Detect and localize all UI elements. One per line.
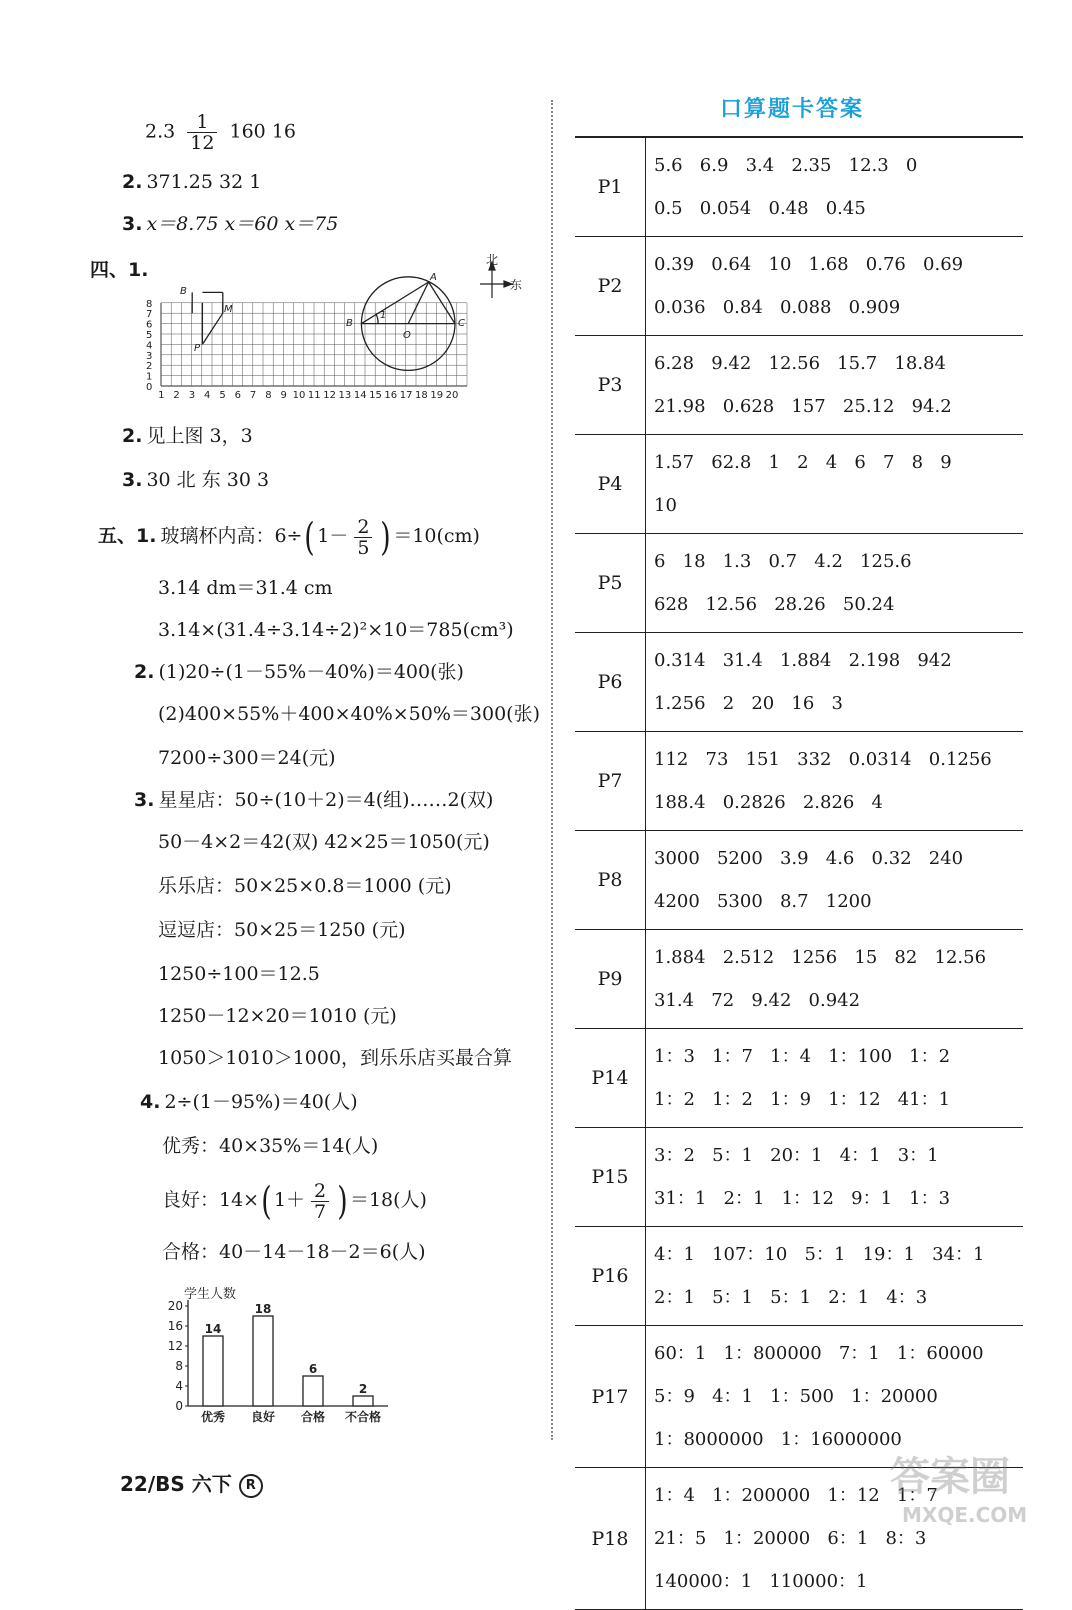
answer-line: 31.4 72 9.42 0.942 [654, 990, 861, 1011]
table-row [575, 732, 1023, 831]
answers-cell [646, 1128, 1023, 1226]
y-tick-label: 8 [175, 1359, 183, 1373]
svg-text:1: 1 [380, 310, 387, 321]
grid-y-tick: 6 [146, 319, 153, 331]
section-5-line: 合格：40－14－18－2＝6(人) [162, 1241, 426, 1263]
svg-text:M: M [224, 304, 233, 315]
answer-line: 0.39 0.64 10 1.68 0.76 0.69 [654, 254, 964, 275]
data-label: 6 [308, 1362, 318, 1376]
section-5-line: 优秀：40×35%＝14(人) [162, 1135, 379, 1157]
page-ref-cell: P15 [575, 1128, 646, 1226]
grid-y-tick: 0 [146, 382, 153, 393]
grid-x-tick: 4 [204, 390, 211, 401]
answer-line: 6.28 9.42 12.56 15.7 18.84 [654, 353, 946, 374]
answer-line: 4：1 107：10 5：1 19：1 34：1 [654, 1244, 985, 1265]
page-ref-cell: P9 [575, 930, 646, 1028]
answers-cell [646, 930, 1023, 1028]
answers-cell [646, 138, 1023, 236]
table-row [575, 1128, 1023, 1227]
grid-y-tick: 2 [146, 361, 153, 373]
answer-line: 21.98 0.628 157 25.12 94.2 [654, 396, 952, 417]
grid-x-tick: 2 [173, 390, 180, 401]
section-5-line: 乐乐店：50×25×0.8＝1000 (元) [158, 875, 452, 897]
answer-line: 3000 5200 3.9 4.6 0.32 240 [654, 848, 964, 869]
grid-y-tick: 4 [146, 340, 153, 352]
answer-line: 2：1 5：1 5：1 2：1 4：3 [654, 1287, 928, 1308]
section-5-line: 7200÷300＝24(元) [158, 747, 336, 769]
section-4-label: 四、1. [90, 259, 149, 281]
grid-x-tick: 3 [188, 390, 196, 401]
y-tick-label: 16 [167, 1319, 183, 1333]
category-label: 优秀 [200, 1410, 226, 1424]
answer-line: 5.6 6.9 3.4 2.35 12.3 0 [654, 155, 918, 176]
table-row [575, 336, 1023, 435]
chart-ylabel: 学生人数 [184, 1287, 237, 1302]
svg-text:MXQE.COM: MXQE.COM [902, 1503, 1028, 1527]
table-row [575, 534, 1023, 633]
grid-x-tick: 11 [307, 390, 321, 401]
grid-x-tick: 17 [399, 390, 413, 401]
section-5-item-4: 4. 2÷(1－95%)＝40(人) [140, 1091, 358, 1113]
grid-x-tick: 13 [338, 390, 352, 401]
grid-y-tick: 5 [146, 330, 153, 341]
grid-figure [140, 252, 540, 402]
section-5-line: (2)400×55%＋400×40%×50%＝300(张) [158, 703, 540, 725]
grid-y-tick: 3 [146, 350, 153, 362]
answers-cell [646, 732, 1023, 830]
grid-x-tick: 8 [265, 390, 272, 401]
answer-line: 1：4 1：200000 1：12 1：7 [654, 1485, 938, 1506]
page-ref-cell: P6 [575, 633, 646, 731]
section-5-line: 1250÷100＝12.5 [158, 963, 320, 985]
answer-line: 112 73 151 332 0.0314 0.1256 [654, 749, 992, 770]
page-ref-cell: P16 [575, 1227, 646, 1325]
svg-text:东: 东 [510, 278, 523, 292]
data-label: 14 [204, 1322, 222, 1336]
svg-text:O: O [403, 330, 411, 341]
answer-table [575, 136, 1023, 1610]
svg-text:A: A [430, 272, 437, 283]
svg-text:答案圈: 答案圈 [890, 1454, 1010, 1500]
table-row [575, 930, 1023, 1029]
answer-line: 0.5 0.054 0.48 0.45 [654, 198, 866, 219]
answer-line: 10 [654, 495, 677, 516]
table-row [575, 237, 1023, 336]
watermark-logo [880, 1440, 1060, 1530]
table-row [575, 1029, 1023, 1128]
answers-cell [646, 1227, 1023, 1325]
svg-text:北: 北 [486, 253, 499, 267]
table-row [575, 1227, 1023, 1326]
y-tick-label: 20 [167, 1299, 183, 1313]
page-ref-cell: P14 [575, 1029, 646, 1127]
grid-y-ticks [146, 299, 152, 393]
page-number: 22 [120, 1472, 148, 1496]
bar [203, 1336, 223, 1406]
section-5-line: 3.14 dm＝31.4 cm [158, 577, 333, 599]
svg-text:B: B [346, 318, 353, 329]
svg-text:P: P [194, 343, 201, 354]
y-tick-label: 4 [175, 1379, 183, 1393]
answers-cell [646, 633, 1023, 731]
grid-x-tick: 10 [292, 390, 306, 401]
answers-cell [646, 237, 1023, 335]
grid-lines [161, 303, 467, 386]
answer-line: 4200 5300 8.7 1200 [654, 891, 872, 912]
answer-line: 6 18 1.3 0.7 4.2 125.6 [654, 551, 912, 572]
grid-x-tick: 19 [430, 390, 444, 401]
grid-y-tick: 8 [146, 298, 153, 310]
page-ref-cell: P2 [575, 237, 646, 335]
answers-cell [646, 534, 1023, 632]
grid-x-ticks [158, 390, 458, 401]
answer-line: 1：2 1：2 1：9 1：12 41：1 [654, 1089, 951, 1110]
bar-chart [160, 1282, 400, 1428]
section-5-line: 良好：14×( 1＋ $\frac{2}{7}$ ) ＝18(人) [162, 1179, 427, 1223]
answers-cell [646, 1029, 1023, 1127]
answer-line: 1.57 62.8 1 2 4 6 7 8 9 [654, 452, 952, 473]
answer-line: 628 12.56 28.26 50.24 [654, 594, 895, 615]
answer-line: 3：2 5：1 20：1 4：1 3：1 [654, 1145, 939, 1166]
bar [303, 1376, 323, 1406]
section-5-item-1: 五、1. 玻璃杯内高：6÷( 1－ $\frac{2}{5}$ ) ＝10(cm) [98, 515, 480, 559]
answer-line: 0.314 31.4 1.884 2.198 942 [654, 650, 952, 671]
grid-x-tick: 18 [415, 390, 428, 401]
answer-line-2: 2. 371.25 32 1 [122, 171, 262, 193]
answer-line: 60：1 1：800000 7：1 1：60000 [654, 1343, 984, 1364]
grid-x-tick: 20 [445, 390, 459, 401]
grid-x-tick: 7 [249, 390, 257, 401]
section-4-item-2: 2. 见上图 3，3 [122, 425, 253, 447]
column-divider [551, 100, 553, 1440]
section-5-item-2: 2. (1)20÷(1－55%－40%)＝400(张) [134, 661, 464, 683]
answer-line: 140000：1 110000：1 [654, 1571, 868, 1592]
section-4-item-3: 3. 30 北 东 30 3 [122, 469, 270, 491]
page-ref-cell: P17 [575, 1326, 646, 1467]
answers-cell [646, 831, 1023, 929]
bar [253, 1316, 273, 1406]
grid-x-tick: 6 [234, 390, 241, 401]
svg-text:C: C [458, 318, 465, 329]
answer-line: 1：3 1：7 1：4 1：100 1：2 [654, 1046, 951, 1067]
answer-line: 1.884 2.512 1256 15 82 12.56 [654, 947, 987, 968]
category-label: 良好 [250, 1410, 276, 1424]
page-ref-cell: P3 [575, 336, 646, 434]
y-tick-label: 12 [167, 1339, 183, 1353]
bar [353, 1396, 373, 1406]
category-label: 不合格 [344, 1410, 382, 1424]
page-ref-cell: P18 [575, 1468, 646, 1609]
table-row [575, 633, 1023, 732]
answer-line: 188.4 0.2826 2.826 4 [654, 792, 883, 813]
grid-x-tick: 1 [158, 390, 165, 401]
section-5-line: 1050＞1010＞1000，到乐乐店买最合算 [158, 1047, 513, 1069]
answer-line: 5：9 4：1 1：500 1：20000 [654, 1386, 938, 1407]
book-edition: /BS 六下 [147, 1472, 232, 1496]
table-row [575, 138, 1023, 237]
grid-x-tick: 15 [369, 390, 382, 401]
grid-x-tick: 14 [353, 390, 367, 401]
page-ref-cell: P8 [575, 831, 646, 929]
section-5-line: 1250－12×20＝1010 (元) [158, 1005, 397, 1027]
grid-x-tick: 9 [280, 390, 287, 401]
grid-x-tick: 5 [219, 390, 226, 401]
table-row [575, 435, 1023, 534]
answer-line-1: 2.3 $\frac{1}{12}$ 160 16 [145, 111, 296, 154]
answer-line: 0.036 0.84 0.088 0.909 [654, 297, 901, 318]
page-ref-cell: P5 [575, 534, 646, 632]
page-footer [120, 1468, 263, 1498]
answer-key-title: 口算题卡答案 [720, 97, 865, 122]
grid-y-tick: 1 [146, 371, 153, 383]
grid-y-tick: 7 [146, 309, 153, 321]
answer-line: 1.256 2 20 16 3 [654, 693, 843, 714]
data-label: 18 [254, 1302, 272, 1316]
answer-line: 31：1 2：1 1：12 9：1 1：3 [654, 1188, 951, 1209]
answers-cell [646, 435, 1023, 533]
fraction: $\frac{1}{12}$ [187, 112, 217, 153]
compass-icon [480, 262, 512, 298]
publisher-badge-icon: R [239, 1474, 263, 1498]
page-ref-cell: P7 [575, 732, 646, 830]
section-5-line: 50－4×2＝42(双) 42×25＝1050(元) [158, 831, 490, 853]
svg-text:B: B [180, 286, 187, 297]
answer-line: 21：5 1：20000 6：1 8：3 [654, 1528, 927, 1549]
table-row [575, 831, 1023, 930]
answer-line: 1：8000000 1：16000000 [654, 1429, 902, 1450]
data-label: 2 [358, 1382, 368, 1396]
page-ref-cell: P4 [575, 435, 646, 533]
section-5-line: 逗逗店：50×25＝1250 (元) [158, 919, 406, 941]
page-ref-cell: P1 [575, 138, 646, 236]
answer-line-3: 3. x＝8.75 x＝60 x＝75 [122, 213, 339, 235]
category-label: 合格 [300, 1410, 326, 1424]
answers-cell [646, 336, 1023, 434]
y-tick-label: 0 [175, 1399, 183, 1413]
grid-x-tick: 16 [384, 390, 398, 401]
section-5-line: 3.14×(31.4÷3.14÷2)²×10＝785(cm³) [158, 619, 514, 641]
section-5-item-3: 3. 星星店：50÷(10＋2)＝4(组)……2(双) [134, 789, 494, 811]
grid-x-tick: 12 [323, 390, 336, 401]
